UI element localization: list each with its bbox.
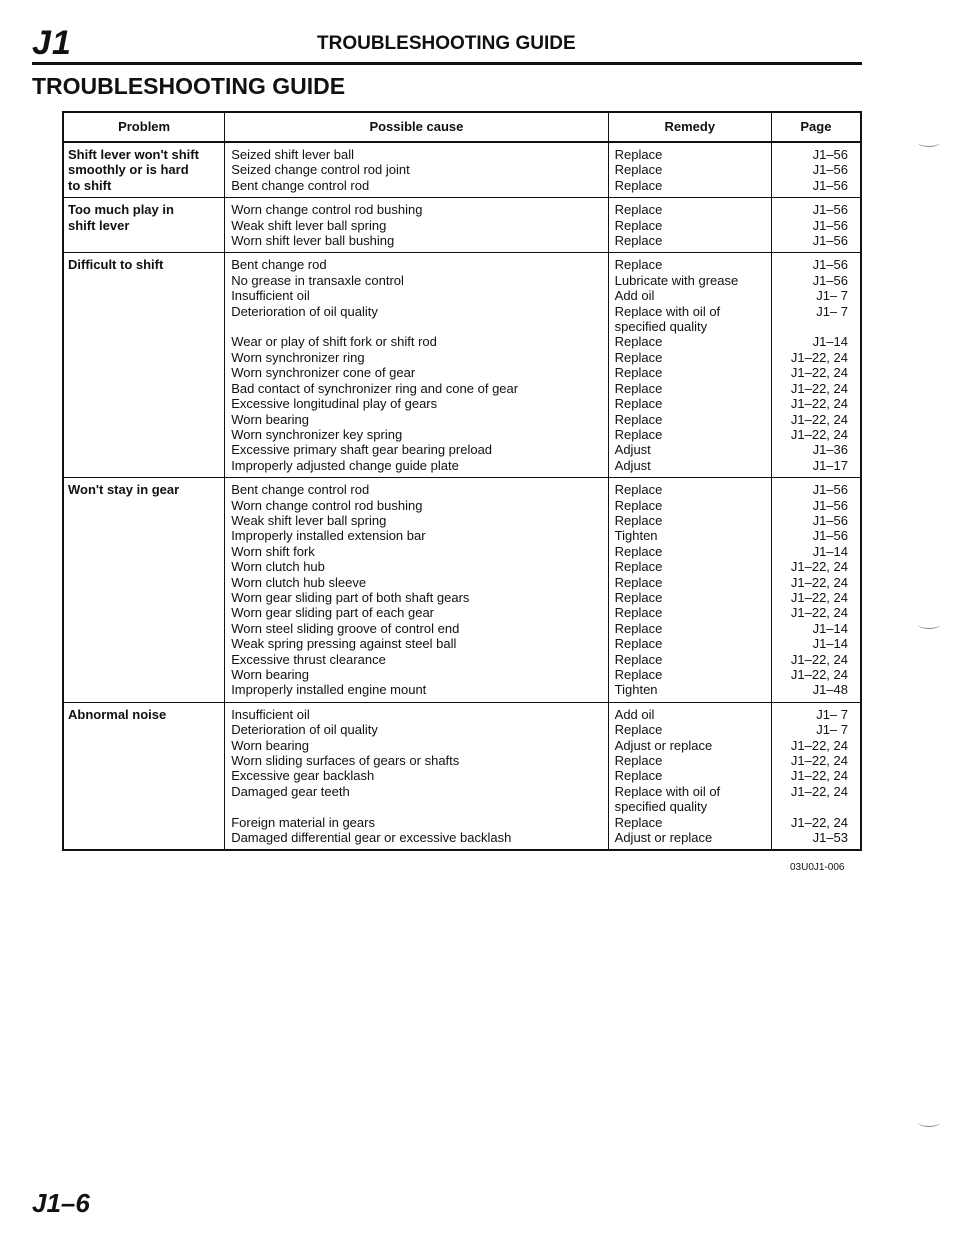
remedy-text: Add oil [614,288,655,304]
cause-text: Bent change control rod [231,177,370,193]
problem-cell [63,198,225,253]
table-row [63,702,861,850]
page-ref: J1–14 [812,636,848,652]
page-header [32,24,862,65]
page-ref: J1–56 [812,162,848,178]
cause-text: Wear or play of shift fork or shift rod [231,334,437,350]
cause-text: No grease in transaxle control [231,272,404,288]
page-ref: J1–56 [812,217,848,233]
remedy-text: specified quality [614,319,708,335]
remedy-cell [608,142,771,198]
cause-text: Worn change control rod bushing [231,497,423,513]
cause-text: Improperly adjusted change guide plate [231,457,459,473]
cause-cell [225,142,608,198]
column-header-page: Page [771,112,861,142]
page-ref: J1–22, 24 [790,783,848,799]
page-ref: J1–56 [812,233,848,249]
page-ref: J1–22, 24 [790,737,848,753]
remedy-text: Replace [614,667,663,682]
page-ref: J1–22, 24 [790,768,848,784]
page-ref: J1–22, 24 [790,589,848,605]
cause-text: Damaged differential gear or excessive backlash [231,830,512,846]
page-cell [771,253,861,478]
page-ref: J1– 7 [816,706,848,722]
remedy-text: Adjust [614,442,651,458]
page-ref: J1–22, 24 [790,651,848,667]
page-ref: J1–56 [812,482,848,498]
remedy-text: Replace [614,559,663,575]
page-ref: J1–36 [812,442,848,458]
cause-text: Deterioration of oil quality [231,722,378,738]
cause-text: Bent change rod [231,257,327,273]
remedy-text: Replace [614,722,663,738]
remedy-text: Replace [614,365,663,381]
page-ref: J1–22, 24 [790,396,848,412]
remedy-text: Replace [614,233,663,249]
problem-text: Won't stay in gear [68,482,180,498]
cause-text: Worn gear sliding part of each gear [231,605,435,621]
page-ref: J1–56 [812,257,848,273]
cause-text: Foreign material in gears [231,814,375,830]
table-body [63,142,861,850]
page-ref: J1–56 [812,497,848,513]
cause-text: Weak shift lever ball spring [231,217,387,233]
cause-text: Seized change control rod joint [231,162,410,178]
page-ref: J1–56 [812,272,848,288]
remedy-text: Replace [614,426,663,442]
cause-text [231,319,601,334]
problem-text: Shift lever won't shift [68,147,199,162]
cause-text: Damaged gear teeth [231,783,350,799]
cause-text: Excessive longitudinal play of gears [231,396,438,412]
page-cell [771,478,861,703]
page-ref: J1–22, 24 [790,559,848,575]
problem-text: smoothly or is hard [68,162,189,178]
margin-mark [918,1118,940,1127]
cause-text: Worn synchronizer ring [231,349,365,365]
page-ref: J1– 7 [816,303,848,319]
margin-mark [918,620,940,629]
cause-text: Worn sliding surfaces of gears or shafts [231,753,460,769]
remedy-text: Adjust or replace [614,830,713,846]
cause-text: Insufficient oil [231,288,310,304]
column-header-problem: Problem [63,112,225,142]
table-row [63,478,861,703]
page-ref: J1–22, 24 [790,411,848,427]
cause-cell [225,702,608,850]
problem-text: Difficult to shift [68,257,164,273]
remedy-text: Replace [614,334,663,350]
remedy-text: Replace [614,396,663,412]
remedy-text: Adjust [614,457,651,473]
remedy-text: Replace [614,162,663,178]
page-ref: J1–22, 24 [790,605,848,621]
cause-text: Weak shift lever ball spring [231,512,387,528]
remedy-text: Tighten [614,682,658,698]
remedy-text: Replace [614,651,663,667]
remedy-cell [608,702,771,850]
cause-text: Worn shift lever ball bushing [231,233,395,249]
cause-text: Worn synchronizer key spring [231,426,403,442]
page-ref: J1–22, 24 [790,814,848,830]
remedy-text: Replace [614,411,663,427]
problem-cell [63,142,225,198]
page-ref: J1–22, 24 [790,365,848,381]
page-ref: J1–14 [812,620,848,636]
column-header-remedy: Remedy [608,112,771,142]
remedy-text: Replace [614,589,663,605]
remedy-text: Replace [614,177,663,193]
margin-mark [918,138,940,147]
page-ref: J1–22, 24 [790,574,848,590]
table-row [63,142,861,198]
page-ref: J1–14 [812,334,848,350]
cause-text: Weak spring pressing against steel ball [231,636,457,652]
remedy-text: Replace [614,217,663,233]
remedy-text: specified quality [614,799,708,815]
remedy-text: Replace [614,497,663,513]
page-cell [771,142,861,198]
figure-code: 03U0J1-006 [790,862,845,873]
remedy-cell [608,198,771,253]
page-title: TROUBLESHOOTING GUIDE [32,73,346,99]
cause-text: Excessive gear backlash [231,768,375,784]
cause-text: Improperly installed extension bar [231,528,426,544]
cause-text: Worn synchronizer cone of gear [231,365,416,381]
remedy-text: Replace [614,543,663,559]
problem-cell [63,253,225,478]
problem-text: Abnormal noise [68,706,167,722]
running-title: TROUBLESHOOTING GUIDE [317,33,576,54]
table-row [63,198,861,253]
remedy-text: Replace [614,636,663,652]
cause-cell [225,253,608,478]
cause-text: Worn clutch hub [231,559,325,575]
cause-text: Worn clutch hub sleeve [231,574,367,590]
page-ref: J1– 7 [816,288,848,304]
page-ref [778,799,848,814]
cause-text: Worn gear sliding part of both shaft gears [231,589,470,605]
page-ref [778,319,848,334]
remedy-text: Replace [614,202,663,218]
page-cell [771,702,861,850]
cause-text: Worn bearing [231,667,309,682]
cause-cell [225,478,608,703]
remedy-cell [608,253,771,478]
remedy-text: Replace [614,620,663,636]
page-ref: J1–22, 24 [790,380,848,396]
page-ref: J1–56 [812,177,848,193]
cause-cell [225,198,608,253]
remedy-text: Replace [614,768,663,784]
page-ref: J1–48 [812,682,848,698]
remedy-text: Replace [614,605,663,621]
page-ref: J1–22, 24 [790,426,848,442]
remedy-text: Lubricate with grease [614,272,739,288]
page-ref: J1–56 [812,528,848,544]
cause-text: Worn bearing [231,737,309,753]
table-row [63,253,861,478]
cause-text: Excessive primary shaft gear bearing preload [231,442,493,458]
cause-text: Worn bearing [231,411,309,427]
page-ref: J1–22, 24 [790,349,848,365]
page-ref: J1–56 [812,512,848,528]
page-ref: J1–22, 24 [790,753,848,769]
remedy-text: Replace with oil of [614,783,721,799]
cause-text [231,799,601,814]
cause-text: Seized shift lever ball [231,147,355,162]
section-code: J1 [32,24,72,62]
page-ref: J1–56 [812,202,848,218]
troubleshooting-table [62,111,862,851]
remedy-text: Add oil [614,706,655,722]
problem-text: to shift [68,177,112,193]
remedy-text: Replace [614,753,663,769]
page-ref: J1–22, 24 [790,667,848,682]
remedy-text: Tighten [614,528,658,544]
table-header-row [63,112,861,142]
cause-text: Worn steel sliding groove of control end [231,620,460,636]
page-ref: J1–14 [812,543,848,559]
page-ref: J1– 7 [816,722,848,738]
cause-text: Worn change control rod bushing [231,202,423,218]
page-cell [771,198,861,253]
cause-text: Improperly installed engine mount [231,682,427,698]
column-header-cause: Possible cause [225,112,608,142]
problem-text: Too much play in [68,202,174,218]
cause-text: Bad contact of synchronizer ring and cone of gear [231,380,519,396]
page-ref: J1–56 [812,147,848,162]
page-number: J1–6 [32,1188,90,1218]
cause-text: Insufficient oil [231,706,310,722]
remedy-text: Replace [614,257,663,273]
remedy-text: Replace [614,512,663,528]
page-ref: J1–17 [812,457,848,473]
cause-text: Bent change control rod [231,482,370,498]
page-ref: J1–53 [812,830,848,846]
cause-text: Deterioration of oil quality [231,303,378,319]
remedy-text: Replace with oil of [614,303,721,319]
problem-text: shift lever [68,217,130,233]
cause-text: Worn shift fork [231,543,315,559]
remedy-text: Replace [614,814,663,830]
remedy-text: Replace [614,574,663,590]
remedy-text: Replace [614,380,663,396]
cause-text: Excessive thrust clearance [231,651,386,667]
remedy-text: Replace [614,482,663,498]
problem-cell [63,478,225,703]
remedy-text: Adjust or replace [614,737,713,753]
remedy-cell [608,478,771,703]
remedy-text: Replace [614,349,663,365]
remedy-text: Replace [614,147,663,162]
problem-cell [63,702,225,850]
